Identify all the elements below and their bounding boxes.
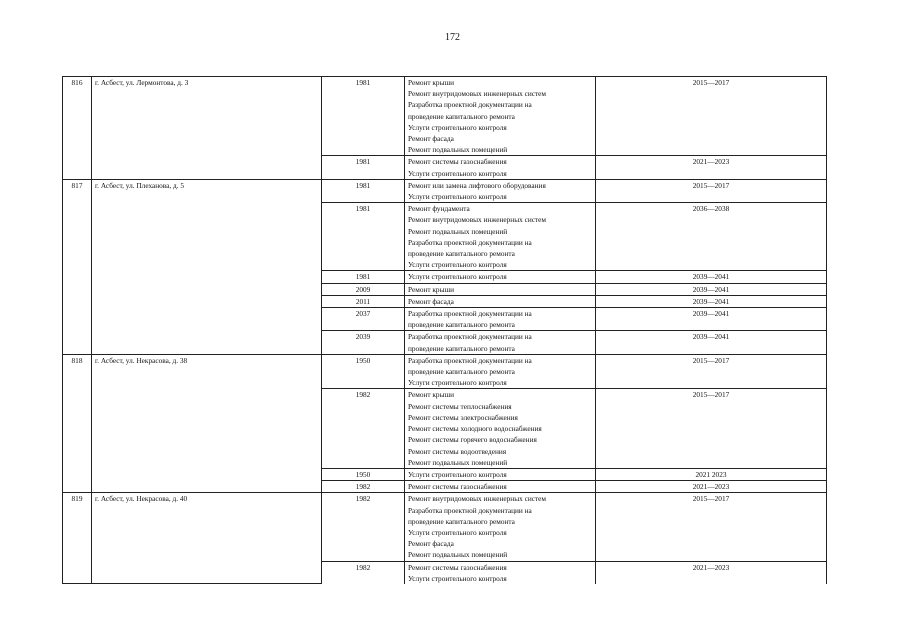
work-item: Услуги строительного контроля — [408, 573, 507, 583]
works-cell — [405, 493, 596, 561]
page-number: 172 — [445, 32, 460, 43]
period-cell: 2021—2023 — [596, 481, 827, 493]
year-cell: 2011 — [322, 295, 405, 307]
building-number: 819 — [63, 493, 92, 584]
period-cell: 2015—2017 — [596, 493, 827, 561]
work-item: Ремонт внутридомовых инженерных систем — [408, 494, 547, 504]
period-cell: 2039—2041 — [596, 295, 827, 307]
works-cell — [405, 179, 596, 202]
work-item: Ремонт внутридомовых инженерных систем — [408, 89, 547, 99]
period-cell: 2021 2023 — [596, 468, 827, 480]
year-cell: 1982 — [322, 389, 405, 468]
work-item: Разработка проектной документации на — [408, 355, 532, 365]
work-item: Услуги строительного контроля — [408, 272, 507, 282]
period-cell: 2039—2041 — [596, 271, 827, 283]
work-item: Ремонт фасада — [408, 134, 454, 144]
year-cell: 1981 — [322, 271, 405, 283]
work-item: Ремонт или замена лифтового оборудования — [408, 180, 546, 190]
work-item: проведение капитального ремонта — [408, 516, 515, 526]
building-address: г. Асбест, ул. Некрасова, д. 40 — [92, 493, 322, 584]
work-item: Ремонт фасада — [408, 539, 454, 549]
work-item: Ремонт фасада — [408, 296, 454, 306]
works-cell — [405, 468, 596, 480]
works-cell — [405, 354, 596, 389]
works-cell — [405, 271, 596, 283]
table-row — [63, 354, 827, 389]
year-cell: 1982 — [322, 561, 405, 584]
works-cell — [405, 561, 596, 584]
period-cell: 2015—2017 — [596, 389, 827, 468]
work-item: проведение капитального ремонта — [408, 343, 515, 353]
work-item: Ремонт внутридомовых инженерных систем — [408, 215, 547, 225]
work-item: Ремонт системы газоснабжения — [408, 157, 507, 167]
building-address: г. Асбест, ул. Некрасова, д. 38 — [92, 354, 322, 492]
building-number: 818 — [63, 354, 92, 492]
work-item: Ремонт крыши — [408, 78, 455, 87]
work-item: проведение капитального ремонта — [408, 111, 515, 121]
work-item: проведение капитального ремонта — [408, 320, 515, 330]
works-cell — [405, 331, 596, 354]
year-cell: 2009 — [322, 283, 405, 295]
building-number: 816 — [63, 77, 92, 180]
year-cell: 1982 — [322, 481, 405, 493]
period-cell: 2021—2023 — [596, 156, 827, 179]
work-item: Ремонт системы газоснабжения — [408, 562, 507, 572]
period-cell: 2039—2041 — [596, 331, 827, 354]
work-item: Услуги строительного контроля — [408, 260, 507, 270]
work-item: Разработка проектной документации на — [408, 309, 532, 319]
work-item: Разработка проектной документации на — [408, 505, 532, 515]
building-address: г. Асбест, ул. Плеханова, д. 5 — [92, 179, 322, 354]
work-item: Ремонт системы теплоснабжения — [408, 401, 512, 411]
work-item: Ремонт системы водоотведения — [408, 446, 507, 456]
work-item: Ремонт подвальных помещений — [408, 457, 508, 467]
works-cell — [405, 203, 596, 271]
year-cell: 1950 — [322, 354, 405, 389]
work-item: Услуги строительного контроля — [408, 378, 507, 388]
work-item: Разработка проектной документации на — [408, 237, 532, 247]
work-item: Ремонт системы холодного водоснабжения — [408, 424, 542, 434]
work-item: Ремонт подвальных помещений — [408, 145, 508, 155]
works-cell — [405, 308, 596, 331]
work-item: проведение капитального ремонта — [408, 249, 515, 259]
period-cell: 2039—2041 — [596, 308, 827, 331]
period-cell: 2015—2017 — [596, 179, 827, 202]
work-item: Услуги строительного контроля — [408, 527, 507, 537]
work-item: Услуги строительного контроля — [408, 192, 507, 202]
table-row — [63, 77, 827, 156]
works-cell — [405, 389, 596, 468]
work-item: Ремонт подвальных помещений — [408, 550, 508, 560]
table-row — [63, 179, 827, 202]
period-cell: 2021—2023 — [596, 561, 827, 584]
work-item: Услуги строительного контроля — [408, 168, 507, 178]
work-item: Ремонт подвальных помещений — [408, 226, 508, 236]
works-cell — [405, 295, 596, 307]
works-cell — [405, 283, 596, 295]
year-cell: 1950 — [322, 468, 405, 480]
work-item: Ремонт фундамента — [408, 204, 470, 214]
year-cell: 2039 — [322, 331, 405, 354]
period-cell: 2039—2041 — [596, 283, 827, 295]
building-address: г. Асбест, ул. Лермонтова, д. 3 — [92, 77, 322, 180]
work-item: Услуги строительного контроля — [408, 122, 507, 132]
work-item: проведение капитального ремонта — [408, 367, 515, 377]
year-cell: 2037 — [322, 308, 405, 331]
work-item: Разработка проектной документации на — [408, 100, 532, 110]
work-item: Ремонт системы горячего водоснабжения — [408, 435, 537, 445]
work-item: Ремонт крыши — [408, 284, 455, 294]
year-cell: 1982 — [322, 493, 405, 561]
works-cell — [405, 156, 596, 179]
work-item: Услуги строительного контроля — [408, 469, 507, 479]
table-body — [63, 77, 827, 584]
works-cell — [405, 481, 596, 493]
table-row — [63, 493, 827, 561]
period-cell: 2015—2017 — [596, 77, 827, 156]
year-cell: 1981 — [322, 203, 405, 271]
work-item: Разработка проектной документации на — [408, 332, 532, 342]
work-item: Ремонт крыши — [408, 390, 455, 400]
building-number: 817 — [63, 179, 92, 354]
year-cell: 1981 — [322, 179, 405, 202]
works-cell — [405, 77, 596, 156]
capital-repair-table — [62, 76, 827, 584]
work-item: Ремонт системы электроснабжения — [408, 412, 518, 422]
year-cell: 1981 — [322, 156, 405, 179]
work-item: Ремонт системы газоснабжения — [408, 482, 507, 492]
period-cell: 2036—2038 — [596, 203, 827, 271]
period-cell: 2015—2017 — [596, 354, 827, 389]
year-cell: 1981 — [322, 77, 405, 156]
